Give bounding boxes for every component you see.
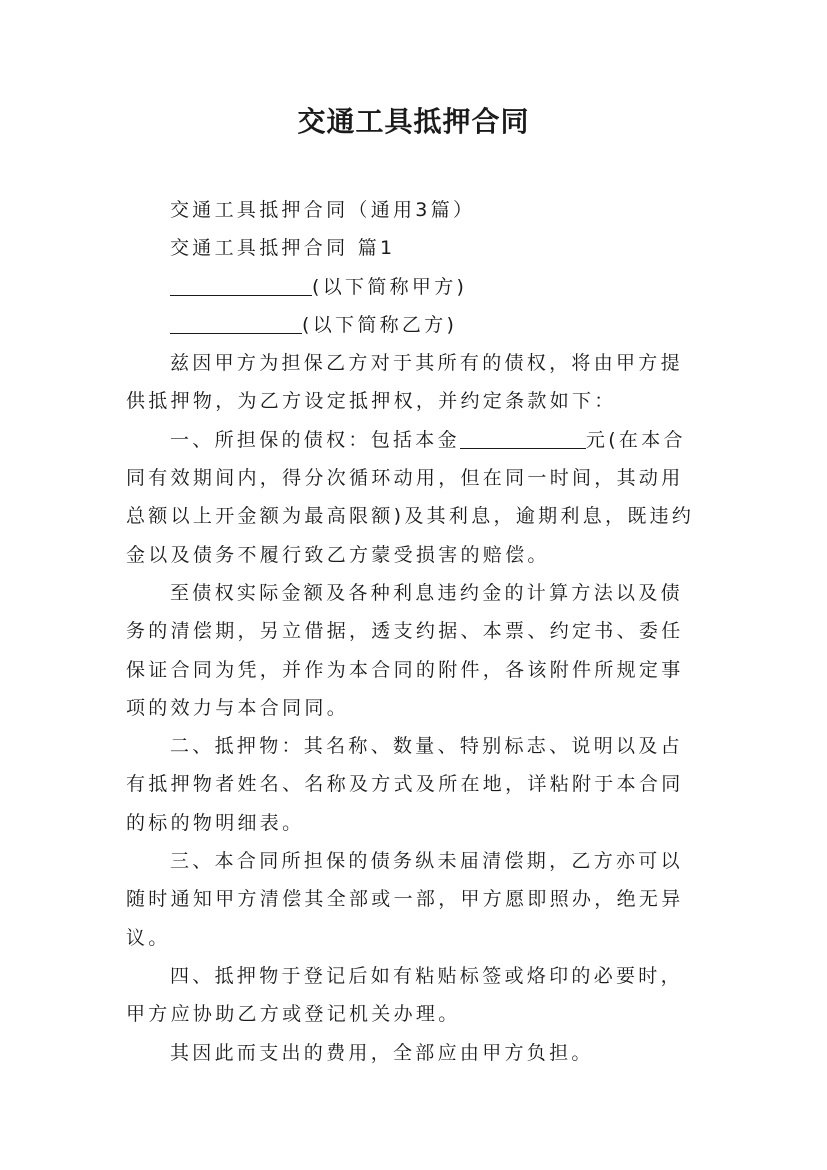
party-a-blank — [170, 271, 312, 296]
document-title: 交通工具抵押合同 — [297, 105, 530, 138]
document-body — [126, 191, 704, 1072]
paragraph-clause-2: 二、抵押物：其名称、数量、特别标志、说明以及占有抵押物者姓名、名称及方式及所在地，详粘附于本合同的标的物明细表。 — [126, 735, 684, 834]
party-a-suffix: (以下简称甲方) — [312, 275, 468, 298]
document-heading: 交通工具抵押合同（通用3篇） — [170, 199, 476, 221]
clause-1-suffix: 元(在本合同有效期间内，得分次循环动用，但在同一时间，其动用总额以上开金额为最高限额)及其利息，逾期利息，既违约金以及债务不履行致乙方蒙受损害的赔偿。 — [126, 428, 695, 566]
party-b-blank — [170, 309, 302, 334]
paragraph-clause-3: 三、本合同所担保的债务纵未届清偿期，乙方亦可以随时通知甲方清偿其全部或一部，甲方愿即照办，绝无异议。 — [126, 850, 684, 949]
paragraph-clause-1 — [126, 421, 704, 574]
principal-amount-blank — [460, 424, 586, 449]
paragraph-clause-4: 四、抵押物于登记后如有粘贴标签或烙印的必要时，甲方应协助乙方或登记机关办理。 — [126, 964, 683, 1026]
party-b-suffix: (以下简称乙方) — [302, 313, 458, 336]
paragraph-expenses: 其因此而支出的费用，全部应由甲方负担。 — [170, 1041, 594, 1064]
party-b-line — [126, 306, 704, 344]
part-title: 交通工具抵押合同 篇1 — [170, 237, 396, 260]
party-a-line — [126, 268, 704, 306]
paragraph-debt-calc: 至债权实际金额及各种利息违约金的计算方法以及债务的清偿期，另立借据，透支约据、本票、约定书、委任保证合同为凭，并作为本合同的附件，各该附件所规定事项的效力与本合同同。 — [126, 581, 684, 719]
paragraph-intro: 兹因甲方为担保乙方对于其所有的债权，将由甲方提供抵押物，为乙方设定抵押权，并约定条款如下： — [126, 352, 683, 413]
clause-1-prefix: 一、所担保的债权：包括本金 — [170, 428, 460, 451]
